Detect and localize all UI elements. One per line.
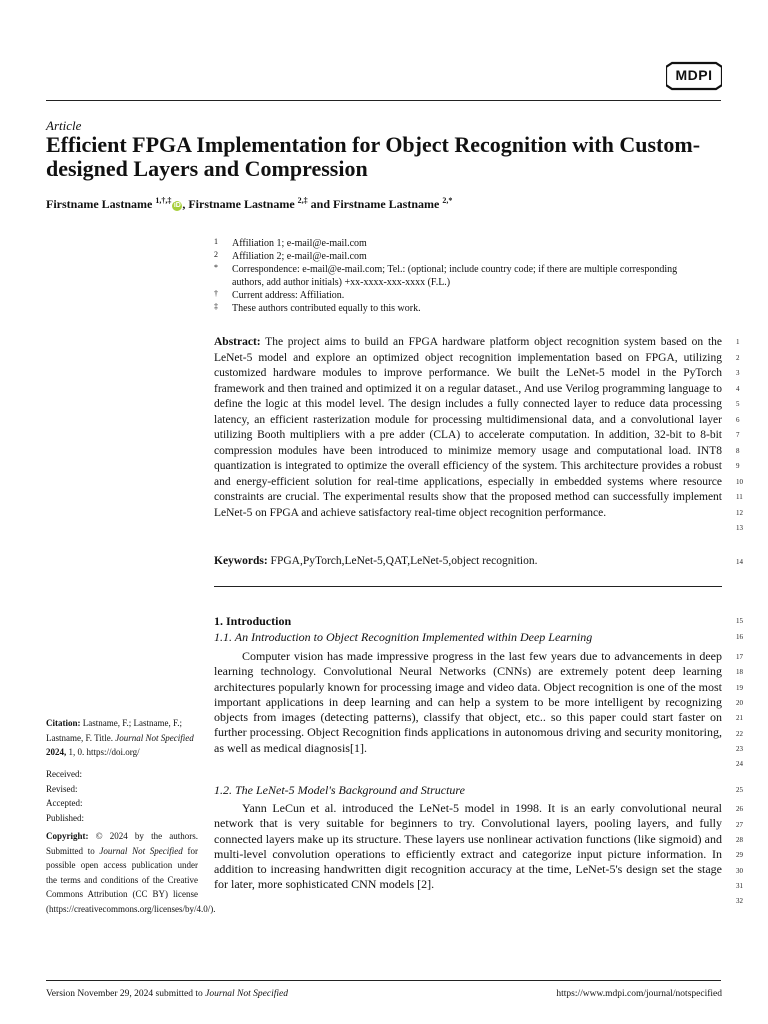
keywords-label: Keywords: <box>214 555 268 567</box>
dates-block <box>46 767 198 825</box>
author-superscript: 2,‡ <box>297 196 308 205</box>
paragraph <box>214 649 722 756</box>
line-number: 25 <box>736 786 743 794</box>
affiliation-mark: † <box>214 289 218 298</box>
author-superscript: 2,* <box>442 196 453 205</box>
copyright-journal: Journal Not Specified <box>99 845 183 856</box>
date-published: Published: <box>46 812 85 823</box>
line-number: 32 <box>736 897 743 905</box>
author-separator: , <box>182 197 189 211</box>
abstract-text: The project aims to build an FPGA hardware platform object recognition system based on the LeNet-5 model and explore an optimized object recognition implementation based on FPGA, utilizing customized hardware modules to improve performance. We built the LeNet-5 model in the PyTorch framework and then trained and optimized it on a regular dataset., And use Verilog programming language to define the logic at this model level. The design includes a fully connected layer to reduce data processing latency, an efficient rasterization module for processing multidimensional data, and a convolutional layer utilizing Booth multipliers with a pre adder (CLA) to accelerate computation. In addition, 32-bit to 8-bit compression modules have been introduced to minimize memory usage and computational load. INT8 quantization is integrated to optimize the overall efficiency of the system. This architecture provides a robust and energy-efficient solution for real-time applications, especially in embedded systems where resource constraints are crucial. The experimental results show that the proposed method can successfully implement LeNet-5 on FPGA and achieve satisfactory real-time object recognition performance. <box>214 336 722 519</box>
author-name: Firstname Lastname <box>46 197 153 211</box>
keywords-text: FPGA,PyTorch,LeNet-5,QAT,LeNet-5,object recognition. <box>270 555 538 567</box>
footer-rule <box>46 980 721 981</box>
line-number: 12 <box>736 508 743 517</box>
line-number: 26 <box>736 805 743 813</box>
author-name: Firstname Lastname <box>333 197 440 211</box>
footer-version <box>46 989 288 999</box>
author-separator: and <box>307 197 334 211</box>
footer-url[interactable]: https://www.mdpi.com/journal/notspecified <box>556 989 722 999</box>
citation-year: 2024, <box>46 747 67 757</box>
line-number: 10 <box>736 477 743 486</box>
section-heading: 1. Introduction <box>214 614 292 628</box>
subsection-heading: 1.1. An Introduction to Object Recognition Implemented within Deep Learning <box>214 630 593 644</box>
affiliation-item <box>214 302 684 315</box>
paragraph <box>214 801 722 893</box>
line-number: 13 <box>736 524 743 532</box>
paragraph-text: Yann LeCun et al. introduced the LeNet-5 model in 1998. It is an early convolutional neural network that is very suitable for beginners to try. Convolutional layers, pooling layers, and fully connected layers make up its structure. These layers use nonlinear activation functions (like sigmoid) and multi-level convolution operations to efficiently extract and categorize input picture information. In addition to increasing handwritten digit recognition accuracy at the time, LeNet-5's design set the stage for later, more sophisticated CNN models [2]. <box>214 801 722 892</box>
date-revised: Revised: <box>46 783 78 794</box>
affiliation-list <box>214 237 684 315</box>
line-number: 3 <box>736 369 740 377</box>
affiliation-text: Current address: Affiliation. <box>232 290 345 301</box>
line-number: 30 <box>736 867 743 875</box>
line-number: 7 <box>736 431 740 439</box>
affiliation-mark: * <box>214 263 218 272</box>
line-number: 19 <box>736 684 743 692</box>
line-number: 29 <box>736 851 743 859</box>
line-number: 20 <box>736 699 743 707</box>
author-superscript: 1,†,‡ <box>155 196 172 205</box>
correspondence-text: Correspondence: e-mail@e-mail.com; Tel.: (optional; include country code; if there are multiple corresponding authors, add author initials) +xx-xxxx-xxx-xxxx (F.L.) <box>232 264 678 288</box>
line-number: 1 <box>736 338 740 346</box>
abstract <box>214 335 722 521</box>
citation-journal: Journal Not Specified <box>115 732 194 743</box>
line-number: 21 <box>736 714 743 722</box>
line-number: 6 <box>736 415 740 424</box>
line-number: 8 <box>736 446 740 455</box>
line-number: 14 <box>736 558 743 566</box>
citation-text: Lastname, F.; Lastname, F.; Lastname, F. Title. <box>46 718 183 743</box>
citation-doi[interactable]: 1, 0. https://doi.org/ <box>68 747 140 757</box>
line-number: 27 <box>736 821 743 829</box>
copyright-license: for possible open access publication under the terms and conditions of the Creative Commons Attribution (CC BY) license (https://creativecommons.org/licenses/by/4.0/). <box>46 845 216 914</box>
mdpi-logo <box>666 61 722 91</box>
subsection-heading: 1.2. The LeNet-5 Model's Background and Structure <box>214 783 465 797</box>
article-type: Article <box>46 118 82 133</box>
footer-journal: Journal Not Specified <box>205 989 288 999</box>
date-accepted: Accepted: <box>46 798 83 808</box>
footer-version-text: Version November 29, 2024 submitted to <box>46 989 203 999</box>
line-number: 18 <box>736 668 743 676</box>
affiliation-mark: 1 <box>214 237 218 246</box>
line-number: 5 <box>736 400 740 408</box>
line-number: 23 <box>736 745 743 753</box>
paragraph-text: Computer vision has made impressive progress in the last few years due to advancements in deep learning technology. Convolutional Neural Networks (CNNs) are extremely potent deep learning architectures popularly known for processing image and video data. Object recognition is one of the most important applications in deep learning and can help a system to be more intelligent by recognizing objects from images (detecting patterns), classify that object, etc.. so this paper could start faster on further processing. Object Recognition finds applications in autonomous driving and security monitoring, as well as medical diagnosis[1]. <box>214 649 722 755</box>
line-number: 9 <box>736 462 740 470</box>
affiliation-item <box>214 289 684 302</box>
line-number: 16 <box>736 633 743 641</box>
line-number: 11 <box>736 493 743 501</box>
affiliation-mark: 2 <box>214 250 218 259</box>
affiliation-item <box>214 263 684 289</box>
author-name: Firstname Lastname <box>188 197 295 211</box>
mdpi-logo-text: MDPI <box>675 67 713 83</box>
citation-block <box>46 716 198 760</box>
citation-label: Citation: <box>46 718 81 728</box>
line-number: 28 <box>736 836 743 844</box>
copyright-block <box>46 829 216 916</box>
line-number: 15 <box>736 617 743 625</box>
affiliation-item <box>214 250 684 263</box>
affiliation-text: Affiliation 1; e-mail@e-mail.com <box>232 238 367 249</box>
line-number: 24 <box>736 760 743 768</box>
line-number: 2 <box>736 353 740 362</box>
copyright-label: Copyright: <box>46 831 89 841</box>
orcid-icon[interactable]: iD <box>173 202 181 209</box>
abstract-rule <box>214 586 722 587</box>
date-received: Received: <box>46 769 82 779</box>
line-number: 4 <box>736 384 740 393</box>
abstract-label: Abstract: <box>214 336 261 348</box>
affiliation-text: These authors contributed equally to this work. <box>232 303 421 314</box>
line-number: 17 <box>736 653 743 661</box>
copyright-text: © 2024 by the authors. Submitted to <box>46 831 199 856</box>
line-number: 31 <box>736 882 743 890</box>
keywords <box>214 554 722 569</box>
author-list <box>46 196 452 212</box>
header-rule <box>46 100 721 101</box>
line-number: 22 <box>736 730 743 738</box>
affiliation-text: Affiliation 2; e-mail@e-mail.com <box>232 251 367 262</box>
paper-title: Efficient FPGA Implementation for Object Recognition with Custom-designed Layers and Compression <box>46 132 701 181</box>
affiliation-mark: ‡ <box>214 302 218 311</box>
affiliation-item <box>214 237 684 250</box>
